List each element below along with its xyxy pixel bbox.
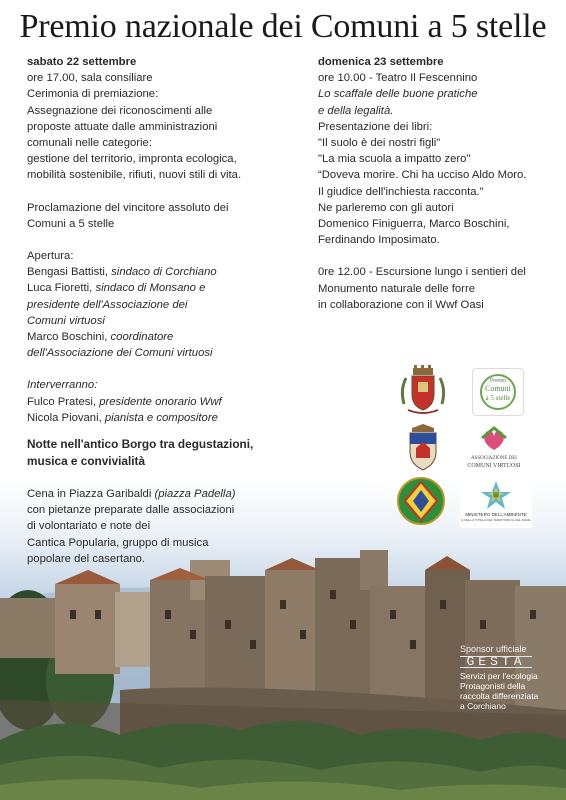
speaker-line [27, 394, 253, 410]
opening-role: sindaco di Monsano e [95, 282, 206, 295]
opening-name: Luca Fioretti, [27, 282, 96, 295]
page-title: Premio nazionale dei Comuni a 5 stelle [19, 8, 547, 45]
saturday-heading: sabato 22 settembre [27, 56, 137, 68]
sponsor-label: Sponsor ufficiale [460, 644, 527, 654]
excursion-line: in collaborazione con il Wwf Oasi [318, 298, 484, 311]
assoc-logo-text: COMUNI VIRTUOSI [467, 463, 521, 469]
shelf-line: e della legalità. [318, 104, 394, 117]
saturday-time-place: ore 17.00, sala consiliare [27, 72, 153, 85]
sponsor-block [460, 644, 560, 711]
gesta-logo: GESTA [460, 656, 532, 668]
speaker-name: Nicola Piovani, [27, 411, 105, 424]
monsano-crest-icon [406, 424, 440, 472]
authors-line: Ne parleremo con gli autori [318, 201, 454, 214]
comuni-logo-text: a 5 stelle [485, 394, 511, 402]
sunday-heading: domenica 23 settembre [318, 56, 444, 68]
sponsor-line: a Corchiano [460, 701, 506, 711]
opening-role: dell'Associazione dei Comuni virtuosi [27, 347, 213, 360]
assoc-logo-text: ASSOCIAZIONE DEI [471, 456, 517, 461]
dinner-line: con pietanze preparate dalle associazioni [27, 504, 235, 517]
assign-line: gestione del territorio, impronta ecologica, [27, 153, 237, 166]
speaker-name: Fulco Pratesi, [27, 395, 100, 408]
authors-line: Ferdinando Imposimato. [318, 234, 440, 247]
ceremony-heading: Cerimonia di premiazione: [27, 88, 159, 101]
assign-line: proposte attuate dalle amministrazioni [27, 120, 218, 133]
book-title: Il giudice dell'inchiesta racconta.” [318, 185, 484, 198]
opening-role: coordinatore [110, 331, 174, 344]
dinner-line: Cantica Popularia, gruppo di musica [27, 536, 209, 549]
speaker-role: pianista e compositore [104, 411, 218, 424]
saturday-column [27, 54, 253, 567]
opening-line [27, 297, 253, 313]
shelf-line: Lo scaffale delle buone pratiche [318, 88, 478, 101]
speaker-role: presidente onorario Wwf [99, 395, 222, 408]
ministero-logo-text: E DELLA TUTELA DEL TERRITORIO E DEL MARE [461, 518, 531, 522]
corchiano-crest-icon [398, 364, 448, 416]
assign-line: comunali nelle categorie: [27, 137, 152, 150]
proclamation-line: Comuni a 5 stelle [27, 217, 115, 230]
sponsor-line: Servizi per l'ecologia [460, 671, 538, 681]
sponsor-line: Protagonisti della [460, 681, 526, 691]
sunday-time-place: ore 10.00 - Teatro Il Fescennino [318, 72, 478, 85]
opening-role: presidente dell'Associazione dei [27, 298, 188, 311]
comuni-logo-text: Comuni [485, 384, 511, 393]
opening-role: sindaco di Corchiano [111, 266, 217, 279]
ministero-ambiente-logo [460, 478, 532, 528]
assign-line: mobilità sostenibile, rifiuti, nuovi stili di vita. [27, 169, 242, 182]
regional-emblem-icon [396, 476, 446, 526]
proclamation-line: Proclamazione del vincitore assoluto dei [27, 201, 229, 214]
excursion-line: Monumento naturale delle forre [318, 282, 475, 295]
opening-line [27, 280, 253, 296]
comuni-logo-text: Premio [490, 378, 506, 384]
opening-name: Bengasi Battisti, [27, 266, 112, 279]
opening-heading: Apertura: [27, 250, 74, 263]
night-line: musica e convivialità [27, 454, 146, 469]
speaker-line [27, 410, 253, 426]
night-line: Notte nell'antico Borgo tra degustazioni, [27, 437, 254, 452]
books-heading: Presentazione dei libri: [318, 120, 433, 133]
opening-line [27, 313, 253, 329]
dinner-line: Cena in Piazza Garibaldi (piazza Padella) [27, 488, 236, 501]
opening-line [27, 329, 253, 345]
book-title: "La mia scuola a impatto zero" [318, 153, 471, 166]
book-title: “Doveva morire. Chi ha ucciso Aldo Moro. [318, 169, 527, 182]
ministero-logo-text: MINISTERO DELL'AMBIENTE [465, 512, 527, 517]
excursion-line: 0re 12.00 - Escursione lungo i sentieri del [318, 266, 526, 279]
authors-line: Domenico Finiguerra, Marco Boschini, [318, 218, 510, 231]
opening-line [27, 264, 253, 280]
dinner-line: popolare del casertano. [27, 552, 146, 565]
sunday-column [318, 54, 526, 313]
opening-role: Comuni virtuosi [27, 314, 105, 327]
comuni-virtuosi-logo [462, 424, 526, 472]
opening-name: Marco Boschini, [27, 331, 111, 344]
sponsor-line: raccolta differenziata [460, 691, 539, 701]
assign-line: Assegnazione dei riconoscimenti alle [27, 104, 213, 117]
dinner-line: di volontariato e note dei [27, 520, 151, 533]
opening-line [27, 345, 253, 361]
book-title: "Il suolo è dei nostri figli" [318, 137, 441, 150]
speakers-heading: Interverranno: [27, 379, 98, 392]
comuni-5-stelle-logo [472, 368, 524, 416]
